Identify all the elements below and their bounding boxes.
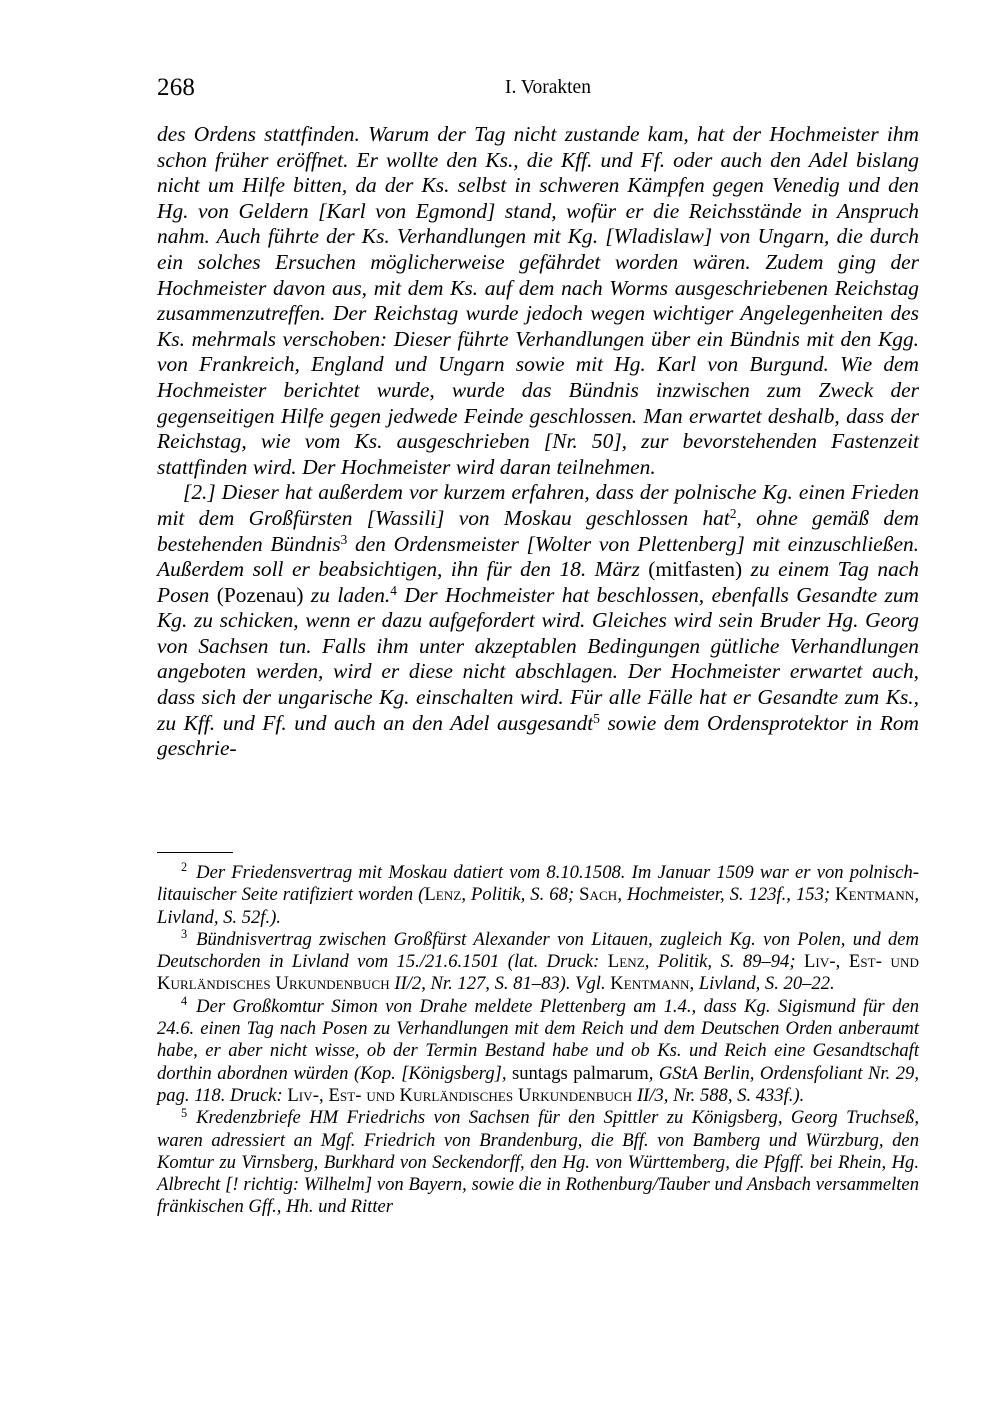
text-run: sowie dem Ordensprotektor in Rom geschrie- [157, 710, 920, 761]
citation-author: Kentmann [610, 973, 690, 995]
citation-author: Kentmann [835, 884, 915, 906]
citation-author: Liv-, Est- und Kurländisches Urkundenbuch [287, 1084, 633, 1106]
citation-author: Lenz [424, 884, 462, 906]
footnote-number: 5 [181, 1105, 188, 1120]
text-run: den Ordensmeister [Wolter von Plettenberg] mit einzuschließen. Außerdem soll er beabsichtigen, ihn für den 18. März [157, 531, 919, 582]
roman-insert: (mitfasten) [648, 557, 743, 582]
footnote-number: 4 [181, 994, 188, 1009]
footnote-number: 2 [181, 860, 188, 875]
running-head [157, 74, 919, 102]
text-run: , Politik, S. 89–94; [644, 951, 804, 973]
footnote-block [157, 852, 919, 1219]
text-run: , Hochmeister, S. 123f., 153; [617, 884, 836, 906]
text-run: Der Großkomtur Simon von Drahe meldete Plettenberg am 1.4., dass Kg. Sigismund für den 24.6. einen Tag nach Posen zu Verhandlungen mit dem Reich und dem Deutschen Orden anberaumt habe, er aber nicht wisse, ob der Termin Bestand habe und ob Ks. und Reich eine Gesandtschaft dorthin abordnen würden (Kop. [Königsberg], [157, 995, 919, 1084]
text-run: [2.] Dieser hat außerdem vor kurzem erfahren, dass der polnische Kg. einen Frieden mit dem Großfürsten [Wassili] von Moskau geschlossen hat [157, 480, 919, 530]
paragraph-item-2 [157, 480, 919, 762]
text-run: Bündnisvertrag zwischen Großfürst Alexander von Litauen, zugleich Kg. von Polen, und dem Deutschorden in Livland vom 15./21.6.1501 (lat. Druck: [157, 928, 919, 973]
paragraph-continued [157, 122, 919, 480]
text-run: , GStA Berlin, Ordensfoliant Nr. 29, pag. 118. Druck: [157, 1062, 919, 1106]
page-number: 268 [157, 74, 196, 101]
roman-insert: suntags palmarum [512, 1062, 649, 1084]
citation-author: Sach [579, 884, 618, 906]
text-run: , Livland, S. 52f.). [157, 884, 919, 928]
running-head-title: I. Vorakten [505, 77, 591, 98]
text-run: II/2, Nr. 127, S. 81–83). Vgl. [389, 973, 611, 995]
footnote-number: 3 [181, 927, 188, 942]
text-run: Der Hochmeister hat beschlossen, ebenfalls Gesandte zum Kg. zu schicken, wenn er dazu aufgefordert wird. Gleiches wird sein Bruder Hg. Georg von Sachsen tun. Falls ihm unter akzeptablen Bedingungen gütliche Verhandlungen angeboten werden, wird er diese nicht abschlagen. Der Hochmeister erwartet auch, dass sich der ungarische Kg. einschalten wird. Für alle Fälle hat er Gesandte zum Ks., zu Kff. und Ff. und auch an den Adel ausgesandt [157, 582, 919, 735]
footnote-list [157, 862, 919, 1219]
footnote-text [157, 929, 919, 995]
text-run: zu laden. [303, 582, 391, 607]
footnote-reference[interactable]: 2 [729, 506, 737, 522]
footnote-reference[interactable]: 5 [593, 710, 600, 726]
text-run: zu einem Tag nach Posen [157, 557, 920, 607]
footnote [157, 862, 919, 929]
footnote-text [157, 996, 919, 1106]
citation-author: Liv-, Est- und Kurländisches Urkundenbuch [157, 951, 919, 995]
footnote [157, 996, 919, 1107]
body-text-column [157, 122, 919, 762]
text-run: , Livland, S. 20–22. [689, 973, 835, 995]
text-run: , ohne gemäß dem bestehenden Bündnis [157, 505, 919, 556]
roman-insert: (Pozenau) [216, 582, 304, 607]
footnote-separator-rule [157, 852, 233, 853]
text-run: Der Friedensvertrag mit Moskau datiert vom 8.10.1508. Im Januar 1509 war er von polnisch-litauischer Seite ratifiziert worden ( [157, 862, 919, 906]
text-run: II/3, Nr. 588, S. 433f.). [632, 1084, 805, 1106]
footnote-text [157, 862, 919, 928]
text-run: , Politik, S. 68; [461, 884, 580, 906]
footnote-text [157, 1107, 919, 1217]
text-run: Kredenzbriefe HM Friedrichs von Sachsen für den Spittler zu Königsberg, Georg Truchseß, waren adressiert an Mgf. Friedrich von Brandenburg, die Bff. von Bamberg und Würzburg, den Komtur zu Virnsberg, Burkhard von Seckendorff, den Hg. von Württemberg, die Pfgff. bei Rhein, Hg. Albrecht [! richtig: Wilhelm] von Bayern, sowie die in Rothenburg/Tauber und Ansbach versammelten fränkischen Gff., Hh. und Ritter [157, 1107, 919, 1218]
citation-author: Lenz [607, 951, 645, 973]
footnote-reference[interactable]: 4 [390, 582, 397, 598]
footnote-reference[interactable]: 3 [340, 531, 348, 547]
footnote [157, 929, 919, 996]
footnote [157, 1107, 919, 1218]
text-run: des Ordens stattfinden. Warum der Tag nicht zustande kam, hat der Hochmeister ihm schon früher eröffnet. Er wollte den Ks., die Kff. und Ff. oder auch den Adel bislang nicht um Hilfe bitten, da der Ks. selbst in schweren Kämpfen gegen Venedig und den Hg. von Geldern [Karl von Egmond] stand, wofür er die Reichsstände in Anspruch nahm. Auch führte der Ks. Verhandlungen mit Kg. [Wladislaw] von Ungarn, die durch ein solches Ersuchen möglicherweise gefährdet worden wären. Zudem ging der Hochmeister davon aus, mit dem Ks. auf dem nach Worms ausgeschriebenen Reichstag zusammenzutreffen. Der Reichstag wurde jedoch wegen wichtiger Angelegenheiten des Ks. mehrmals verschoben: Dieser führte Verhandlungen über ein Bündnis mit den Kgg. von Frankreich, England und Ungarn sowie mit Hg. Karl von Burgund. Wie dem Hochmeister berichtet wurde, wurde das Bündnis inzwischen zum Zweck der gegenseitigen Hilfe gegen jedwede Feinde geschlossen. Man erwartet deshalb, dass der Reichstag, wie vom Ks. ausgeschrieben [Nr. 50], zur bevorstehenden Fastenzeit stattfinden wird. Der Hochmeister wird daran teilnehmen. [157, 122, 919, 479]
